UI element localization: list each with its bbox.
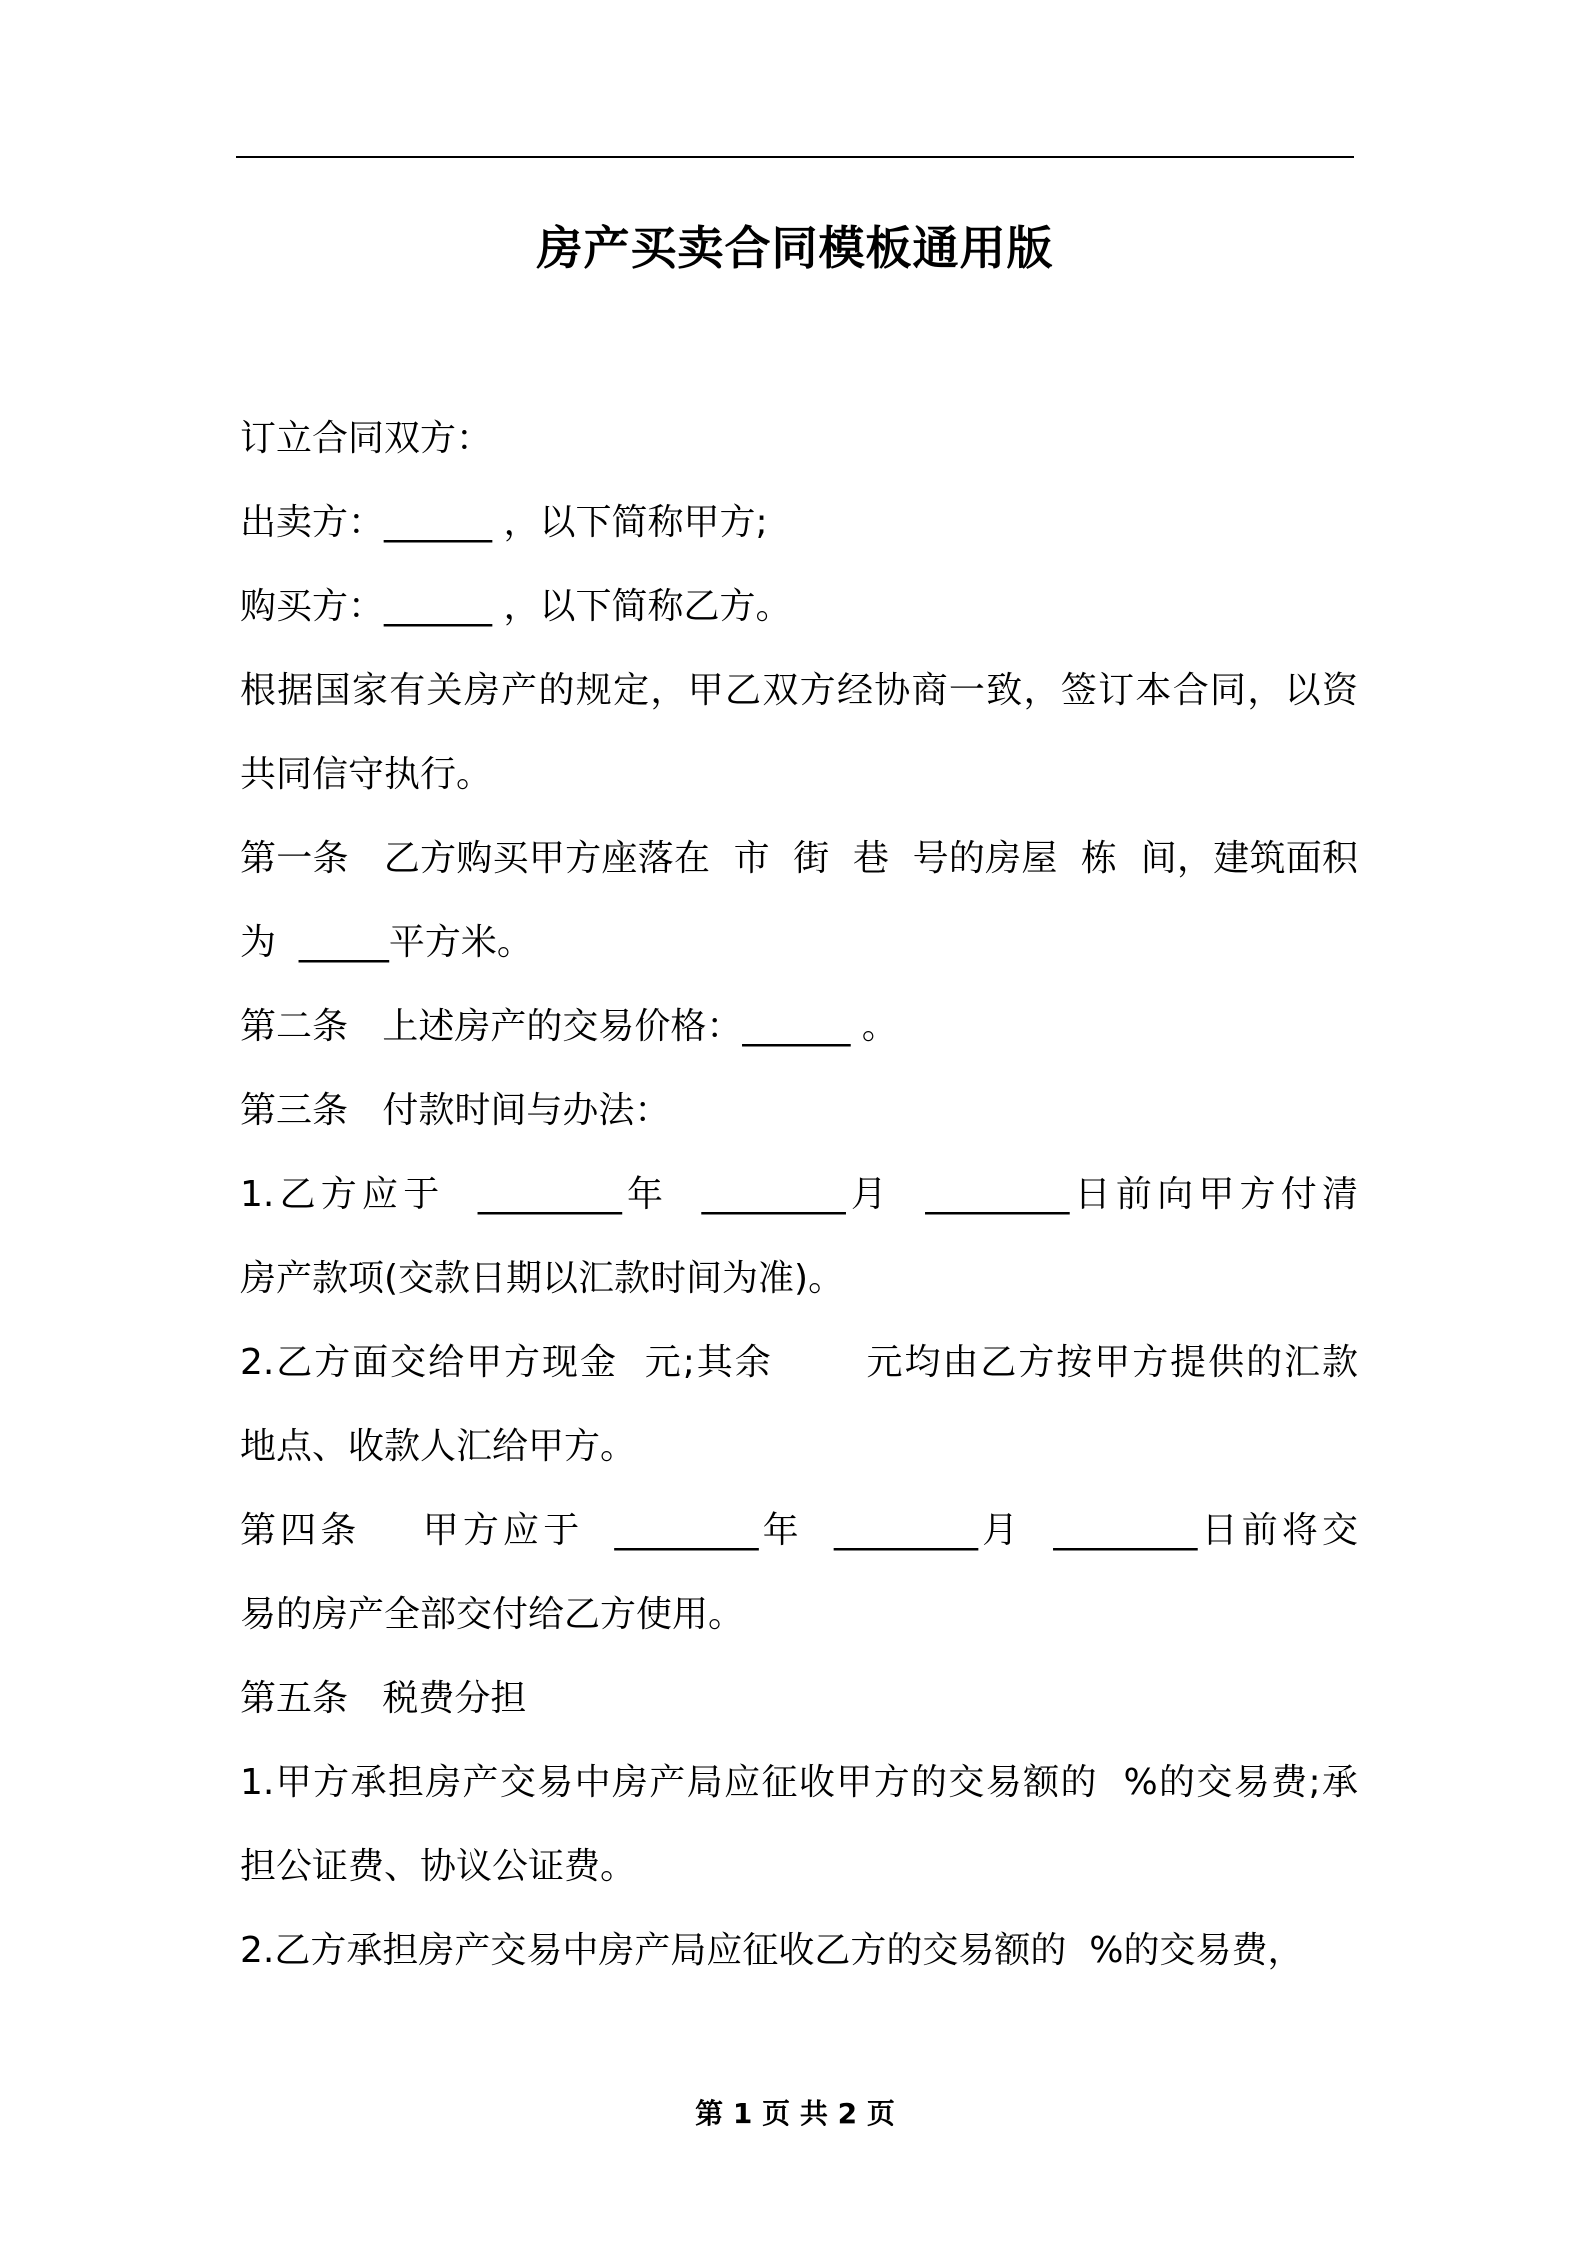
article-1-line-1: 第一条 乙方购买甲方座落在 市 街 巷 号的房屋 栋 间，建筑面积	[240, 838, 1358, 879]
article-4-line-2: 易的房产全部交付给乙方使用。	[240, 1594, 745, 1635]
article-3-heading: 第三条 付款时间与办法：	[240, 1090, 671, 1131]
buyer-line: 购买方：______ ，以下简称乙方。	[240, 586, 792, 627]
header-rule	[236, 156, 1354, 158]
page-footer: 第 1 页 共 2 页	[695, 2097, 895, 2130]
article-5-item-2-line-1: 2.乙方承担房产交易中房产局应征收乙方的交易额的 %的交易费，	[240, 1930, 1304, 1971]
preamble-line-2: 共同信守执行。	[240, 754, 493, 795]
article-1-line-2: 为 _____平方米。	[240, 922, 533, 963]
document-title: 房产买卖合同模板通用版	[536, 221, 1054, 275]
article-2-line: 第二条 上述房产的交易价格：______ 。	[240, 1006, 898, 1047]
article-3-item-1-line-2: 房产款项(交款日期以汇款时间为准)。	[240, 1258, 845, 1299]
article-5-item-1-line-2: 担公证费、协议公证费。	[240, 1846, 637, 1887]
preamble-line-1: 根据国家有关房产的规定，甲乙双方经协商一致，签订本合同，以资	[240, 670, 1358, 711]
article-3-item-2-line-1: 2.乙方面交给甲方现金 元;其余 元均由乙方按甲方提供的汇款	[240, 1342, 1358, 1383]
article-5-item-1-line-1: 1.甲方承担房产交易中房产局应征收甲方的交易额的 %的交易费;承	[240, 1762, 1358, 1803]
article-4-line-1: 第四条 甲方应于 ________年 ________月 ________日前将交	[240, 1510, 1358, 1551]
article-3-item-1-line-1: 1.乙方应于 ________年 ________月 ________日前向甲方付清	[240, 1174, 1358, 1215]
contract-body	[240, 397, 1358, 1993]
article-3-item-2-line-2: 地点、收款人汇给甲方。	[240, 1426, 637, 1467]
article-5-heading: 第五条 税费分担	[240, 1678, 527, 1719]
seller-line: 出卖方：______ ，以下简称甲方;	[240, 502, 768, 543]
parties-heading: 订立合同双方：	[240, 418, 493, 459]
